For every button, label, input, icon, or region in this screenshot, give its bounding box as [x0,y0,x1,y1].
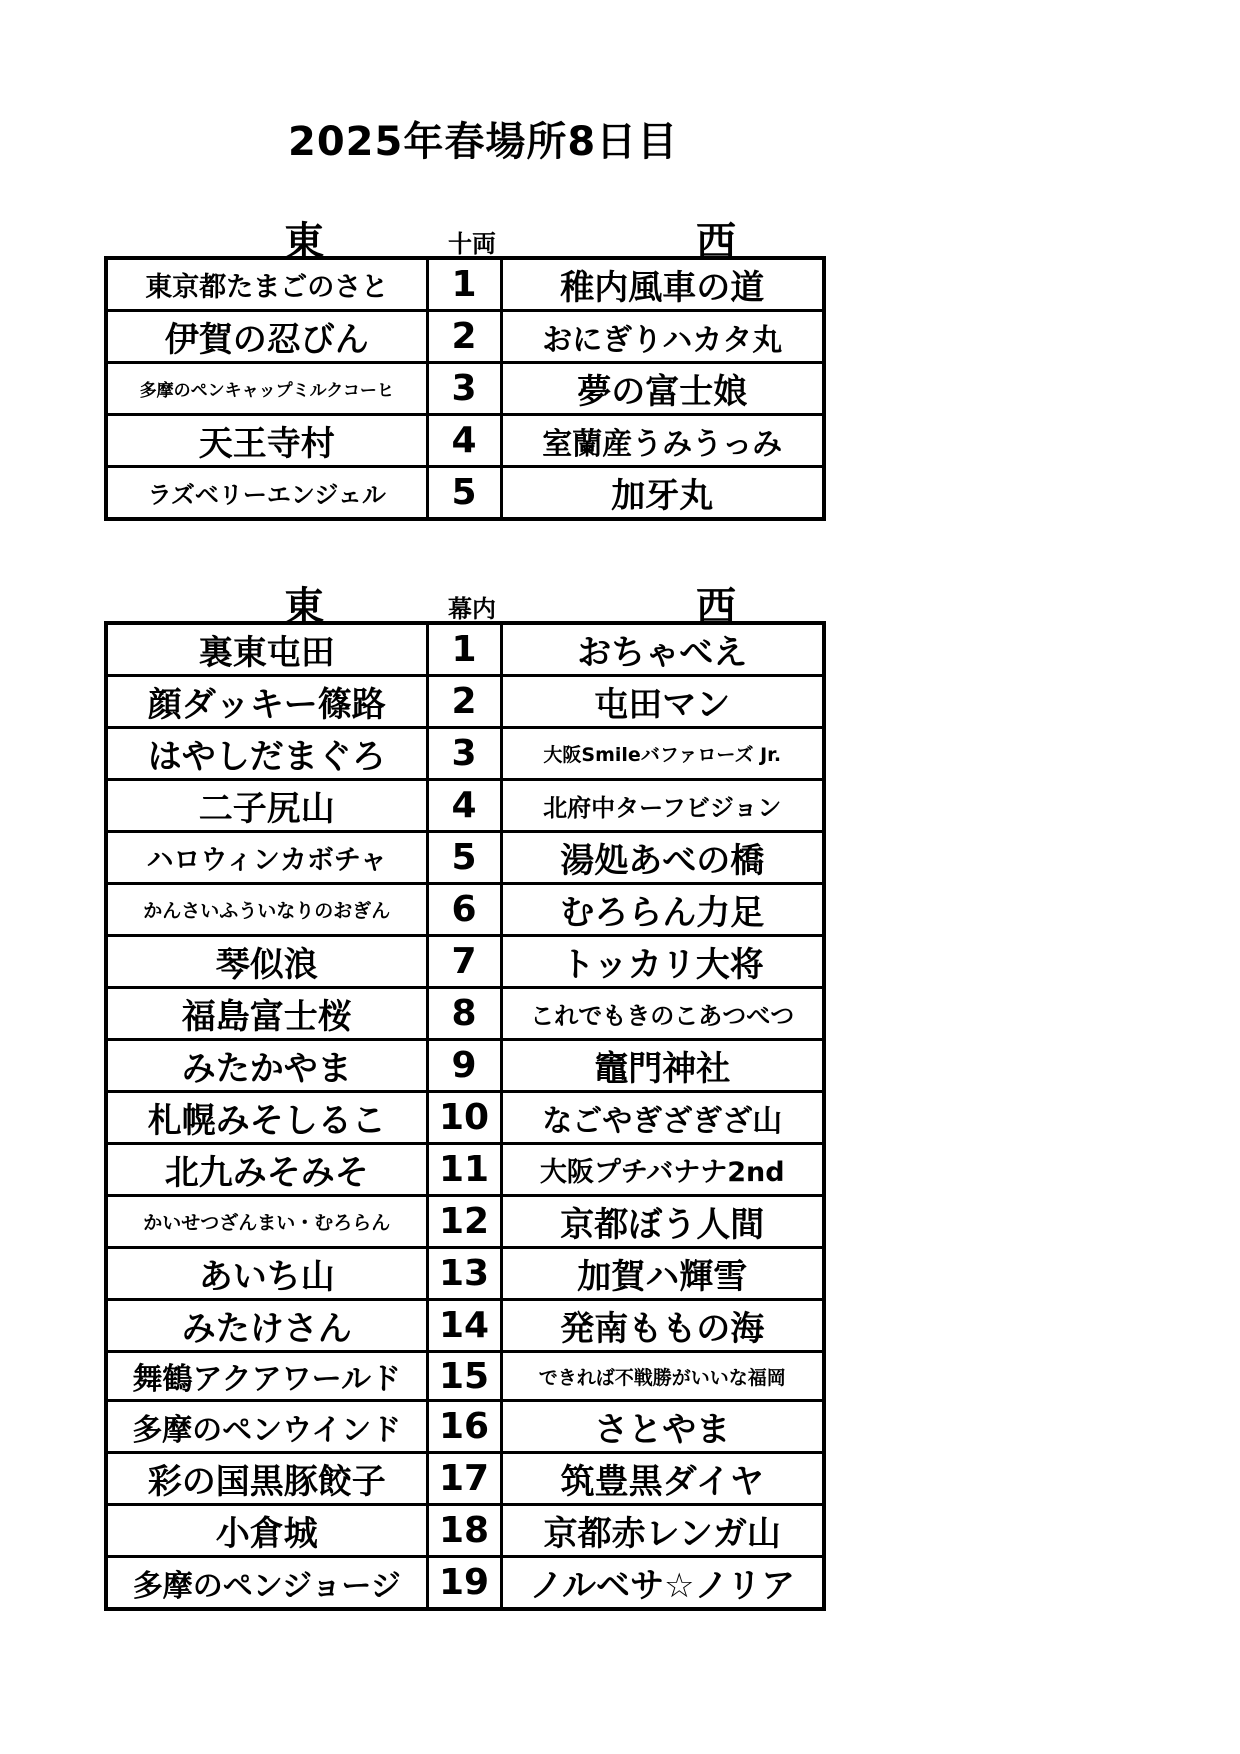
bout-number: 6 [427,884,501,936]
bout-number: 10 [427,1092,501,1144]
west-wrestler: おにぎりハカタ丸 [501,311,824,363]
east-wrestler: かんさいふういなりのおぎん [106,884,427,936]
west-wrestler: 加賀ハ輝雪 [501,1248,824,1300]
east-wrestler: 東京都たまごのさと [106,258,427,311]
table-row [106,1300,824,1352]
west-wrestler: これでもきのこあつべつ [501,988,824,1040]
east-wrestler: 多摩のペンキャップミルクコーヒ [106,363,427,415]
table-row [106,936,824,988]
table-row [106,363,824,415]
bout-number: 14 [427,1300,501,1352]
east-wrestler: 琴似浪 [106,936,427,988]
table-row [106,728,824,780]
table-row [106,311,824,363]
bout-number: 2 [427,311,501,363]
bout-number: 12 [427,1196,501,1248]
table-row [106,1352,824,1401]
makuuchi-west-label: 西 [696,584,736,630]
west-wrestler: できれば不戦勝がいいな福岡 [501,1352,824,1401]
west-wrestler: トッカリ大将 [501,936,824,988]
juryo-east-label: 東 [284,219,324,265]
table-row [106,1505,824,1557]
table-row [106,1092,824,1144]
juryo-table [104,256,826,521]
west-wrestler: 室蘭産うみうっみ [501,415,824,467]
table-row [106,1040,824,1092]
table-row [106,415,824,467]
table-row [106,1557,824,1610]
east-wrestler: 天王寺村 [106,415,427,467]
east-wrestler: 舞鶴アクアワールド [106,1352,427,1401]
table-row [106,1401,824,1453]
bout-number: 15 [427,1352,501,1401]
west-wrestler: 稚内風車の道 [501,258,824,311]
east-wrestler: 裏東屯田 [106,623,427,676]
west-wrestler: 屯田マン [501,676,824,728]
bout-number: 1 [427,623,501,676]
bout-number: 18 [427,1505,501,1557]
west-wrestler: 京都赤レンガ山 [501,1505,824,1557]
makuuchi-section [104,573,824,1611]
bout-number: 11 [427,1144,501,1196]
west-wrestler: 加牙丸 [501,467,824,520]
east-wrestler: はやしだまぐろ [106,728,427,780]
east-wrestler: 多摩のペンウインド [106,1401,427,1453]
east-wrestler: 彩の国黒豚餃子 [106,1453,427,1505]
east-wrestler: 札幌みそしるこ [106,1092,427,1144]
bout-number: 8 [427,988,501,1040]
page-title: 2025年春場所8日目 [288,119,679,165]
bout-number: 19 [427,1557,501,1610]
bout-number: 7 [427,936,501,988]
west-wrestler: おちゃべえ [501,623,824,676]
east-wrestler: みたかやま [106,1040,427,1092]
juryo-section [104,208,824,521]
juryo-division-label: 十両 [448,230,496,258]
juryo-header [104,208,824,265]
west-wrestler: 大阪プチバナナ2nd [501,1144,824,1196]
east-wrestler: 二子尻山 [106,780,427,832]
bout-number: 1 [427,258,501,311]
makuuchi-header [104,573,824,630]
table-row [106,676,824,728]
table-row [106,780,824,832]
table-row [106,467,824,520]
juryo-west-label: 西 [696,219,736,265]
east-wrestler: あいち山 [106,1248,427,1300]
east-wrestler: ハロウィンカボチャ [106,832,427,884]
east-wrestler: ラズベリーエンジェル [106,467,427,520]
table-row [106,832,824,884]
east-wrestler: 顔ダッキー篠路 [106,676,427,728]
west-wrestler: 湯処あべの橋 [501,832,824,884]
bout-number: 17 [427,1453,501,1505]
bout-number: 16 [427,1401,501,1453]
west-wrestler: 竈門神社 [501,1040,824,1092]
bout-number: 3 [427,363,501,415]
east-wrestler: 北九みそみそ [106,1144,427,1196]
west-wrestler: 発南ももの海 [501,1300,824,1352]
table-row [106,1196,824,1248]
east-wrestler: 伊賀の忍びん [106,311,427,363]
bout-number: 13 [427,1248,501,1300]
east-wrestler: 福島富士桜 [106,988,427,1040]
west-wrestler: 大阪Smileバファローズ Jr. [501,728,824,780]
table-row [106,988,824,1040]
bout-number: 5 [427,467,501,520]
table-row [106,1453,824,1505]
west-wrestler: 京都ぼう人間 [501,1196,824,1248]
table-row [106,1144,824,1196]
makuuchi-east-label: 東 [284,584,324,630]
bout-number: 4 [427,415,501,467]
makuuchi-division-label: 幕内 [448,595,496,623]
table-row [106,1248,824,1300]
west-wrestler: むろらん力足 [501,884,824,936]
bout-number: 4 [427,780,501,832]
bout-number: 5 [427,832,501,884]
west-wrestler: さとやま [501,1401,824,1453]
makuuchi-table [104,621,826,1611]
west-wrestler: 筑豊黒ダイヤ [501,1453,824,1505]
west-wrestler: 北府中ターフビジョン [501,780,824,832]
east-wrestler: みたけさん [106,1300,427,1352]
bout-number: 9 [427,1040,501,1092]
bout-number: 3 [427,728,501,780]
east-wrestler: 多摩のペンジョージ [106,1557,427,1610]
east-wrestler: かいせつざんまい・むろらん [106,1196,427,1248]
east-wrestler: 小倉城 [106,1505,427,1557]
west-wrestler: なごやぎざぎざ山 [501,1092,824,1144]
west-wrestler: ノルベサ☆ノリア [501,1557,824,1610]
bout-number: 2 [427,676,501,728]
west-wrestler: 夢の富士娘 [501,363,824,415]
table-row [106,884,824,936]
